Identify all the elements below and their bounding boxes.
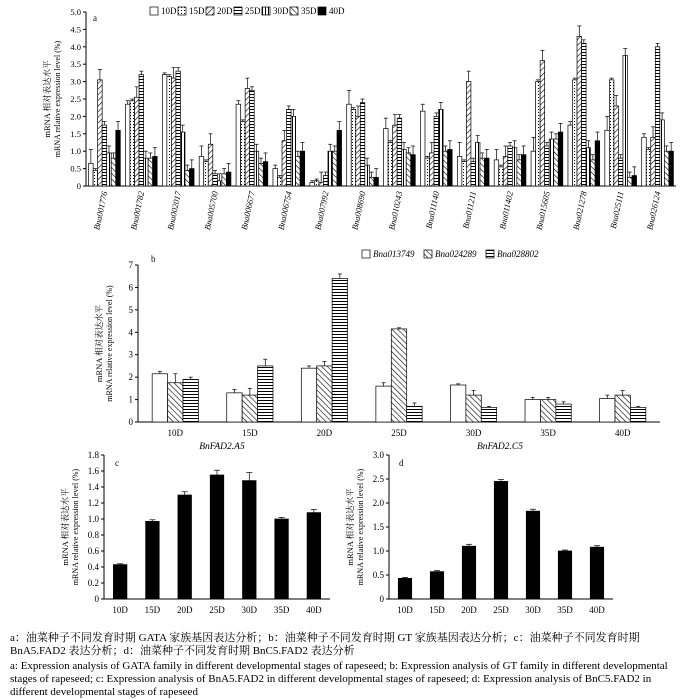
bar [277,177,282,186]
y-tick-label: 1.5 [70,128,81,139]
bar [568,125,573,186]
bar [310,183,315,186]
bar [480,158,485,186]
y-axis-label: mRNA relative expression level (%) [71,468,80,586]
bar [360,102,365,186]
bar [183,379,198,422]
x-tick-label: 35D [273,605,290,615]
y-tick-label: 1.5 [372,522,384,532]
legend-swatch [178,7,186,15]
bar [462,546,475,599]
x-tick-label: Bna002017 [165,190,184,231]
y-tick-label: 0.8 [87,530,99,540]
bar [236,104,241,186]
chart-panel-c [60,442,330,615]
bar [180,132,185,186]
bar [586,148,591,186]
x-tick-label: 15D [242,428,258,438]
bar [572,80,577,186]
bar [540,400,555,422]
bar [317,366,332,422]
chart-panel-a [42,6,676,231]
bar [439,109,444,186]
legend-label: 20D [217,6,233,16]
bar [347,104,352,186]
y-tick-label: 4.5 [70,24,81,35]
x-tick-label: Bna015605 [533,190,552,231]
legend-label: 35D [301,6,317,16]
bar [178,495,192,599]
bar [462,162,467,186]
bar [521,155,526,186]
bar [632,176,637,186]
y-tick-label: 0.5 [70,163,81,174]
panel-letter: b [151,254,156,264]
x-tick-label: Bna006677 [238,190,257,231]
bar [420,111,425,186]
bar [642,137,647,186]
y-tick-label: 3.0 [70,76,81,87]
bar [116,130,121,186]
bar [430,572,443,599]
bar [152,374,167,422]
bar [275,519,289,599]
bar [190,169,195,186]
bar [466,395,481,422]
bar [337,130,342,186]
bar [450,385,465,422]
bar [153,156,158,186]
bar [125,104,130,186]
y-tick-label: 4.0 [70,41,81,52]
bar [393,125,398,186]
bar [664,151,669,186]
bar [614,106,619,186]
bar [369,177,374,186]
bar [376,386,391,422]
bar [651,137,656,186]
bar [365,165,370,186]
bar [443,151,448,186]
bar [605,130,610,186]
x-tick-label: Bna005700 [202,190,221,231]
x-tick-label: Bna008690 [349,190,368,231]
bar [146,521,160,599]
x-tick-label: Bna007992 [312,190,331,231]
bar [508,146,513,186]
legend [150,6,345,16]
legend-label: 30D [273,6,289,16]
y-tick-label: 0.5 [372,570,384,580]
legend-label: 40D [329,6,345,16]
panel-letter: c [115,458,119,468]
bar [226,172,231,186]
x-tick-label: Bna006754 [275,190,294,231]
bar [556,404,571,422]
y-tick-label: 2.0 [372,498,384,508]
bar [577,36,582,186]
x-tick-label: Bna011140 [423,190,442,230]
y-axis-label-zh: mRNA 相对表达水平 [94,304,104,383]
bar [144,158,149,186]
bar [402,149,407,186]
bar [517,160,522,186]
y-tick-label: 1.2 [87,498,99,508]
x-tick-label: 25D [391,428,407,438]
chart-panel-d [345,442,613,615]
bar [332,278,347,422]
bar [388,143,393,187]
legend-label: 15D [189,6,205,16]
bar [328,151,333,186]
y-tick-label: 0 [94,594,99,604]
y-axis-label: mRNA relative expression level (%) [53,40,62,158]
x-tick-label: 25D [493,605,509,615]
x-tick-label: Bna026124 [644,190,663,231]
bar [618,158,623,186]
x-tick-label: 30D [241,605,258,615]
bar [374,177,379,186]
legend-swatch [234,7,242,15]
bar [494,160,499,186]
y-tick-label: 3.0 [372,450,384,460]
bar [615,395,630,422]
y-tick-label: 5.0 [70,7,81,17]
bar [356,116,361,186]
bar [199,156,204,186]
chart-panel-b [94,249,660,438]
y-tick-label: 1.4 [87,482,99,492]
bar [425,158,430,186]
y-tick-label: 1.0 [70,146,81,157]
bar [397,118,402,186]
bar [307,513,321,599]
bar [466,82,471,186]
bar [113,565,127,599]
bar [300,151,305,186]
bar [391,329,406,422]
bar [481,407,496,422]
bar [242,395,257,422]
bar [582,43,587,186]
bar [241,122,246,186]
x-tick-label: Bna025111 [607,190,626,230]
legend-swatch [318,7,326,15]
bar [171,78,176,186]
caption-chinese: a：油菜种子不同发育时期 GATA 家族基因表达分析；b：油菜种子不同发育时期 GT 家族基因表达分析；c：油菜种子不同发育时期 BnA5.FAD2 表达分析；d：油菜种子不同发育时期 BnC5.FAD2 表达分析 [10,632,640,657]
y-tick-label: 2.5 [70,94,81,104]
bar [600,398,615,422]
bar [494,481,507,599]
legend [362,249,539,259]
bar [185,170,190,186]
bar [525,400,540,422]
legend-swatch [262,7,270,15]
bar [213,174,218,186]
bar [222,174,227,186]
bar [475,143,480,187]
bar [407,406,422,422]
bar [351,109,356,186]
bar [655,47,660,186]
bar [660,120,665,186]
x-tick-label: Bna021278 [570,190,589,231]
bar [595,141,600,186]
chart-title: BnFAD2.A5 [199,442,245,452]
bar [540,61,545,186]
y-tick-label: 0 [379,594,384,604]
y-tick-label: 2.0 [70,111,81,122]
y-axis-label: mRNA relative expression level (%) [356,468,365,586]
x-tick-label: 35D [557,605,573,615]
bar [669,151,674,186]
y-axis-label-zh: mRNA 相对表达水平 [60,488,70,566]
y-tick-label: 0 [76,181,81,191]
y-tick-label: 0.4 [87,562,99,572]
x-tick-label: 25D [209,605,225,615]
bar [210,475,224,599]
legend-swatch [486,250,494,258]
y-axis-label: mRNA relative expression level (%) [105,285,114,402]
bar [107,153,112,186]
bar [217,181,222,186]
panel-letter: d [399,458,404,468]
y-tick-label: 6 [128,282,133,293]
bar [250,90,255,186]
bar [526,511,539,599]
x-tick-label: 35D [540,428,556,438]
bar [263,162,268,186]
legend-label: 25D [245,6,261,16]
legend-swatch [362,250,370,258]
bar [167,76,172,186]
bar [227,393,242,422]
bar [168,383,183,422]
bar [623,56,628,187]
bar [130,101,135,186]
bar [135,97,140,186]
y-axis-label-zh: mRNA 相对表达水平 [345,488,355,566]
x-tick-label: 10D [167,428,184,438]
x-tick-label: 20D [316,428,333,438]
x-tick-label: 20D [176,605,193,615]
x-tick-label: Bna010243 [386,190,405,231]
y-tick-label: 1.0 [87,514,99,524]
bar [531,151,536,186]
y-tick-label: 0.6 [87,546,99,556]
bar [102,125,107,186]
bar [646,149,651,186]
legend-swatch [150,7,158,15]
bar [503,156,508,186]
y-tick-label: 4 [128,327,133,338]
bar [332,151,337,186]
bar [512,148,517,186]
bar [259,163,264,186]
y-tick-label: 1.0 [372,546,384,556]
y-tick-label: 1 [128,394,133,405]
bar [434,116,439,186]
bar [471,162,476,186]
bar [545,146,550,186]
y-tick-label: 3 [128,349,133,360]
x-tick-label: 10D [397,605,413,615]
bar [296,156,301,186]
bar [291,116,296,186]
legend-swatch [206,7,214,15]
panel-letter: a [93,13,97,23]
bar [323,176,328,186]
bar [254,151,259,186]
bar [98,80,103,186]
bar [558,132,563,186]
x-tick-label: 10D [112,605,128,615]
bar [590,547,603,599]
bar [314,181,319,186]
bar [301,368,316,422]
legend-label: Bna028802 [497,249,539,259]
x-tick-label: Bna011402 [497,190,516,231]
bar [287,109,292,186]
bar [411,155,416,186]
legend-label: 10D [161,6,177,16]
bar [591,160,596,186]
bar [627,177,632,186]
bar [111,158,116,186]
bar [499,167,504,186]
legend-swatch [290,7,298,15]
x-tick-label: 15D [144,605,161,615]
y-tick-label: 1.6 [87,466,99,476]
bar [282,141,287,186]
bar [93,170,98,186]
x-tick-label: Bna011211 [460,190,479,230]
bar [549,139,554,186]
y-tick-label: 5 [128,304,133,315]
bar [319,183,324,186]
bar [457,156,462,186]
x-tick-label: 40D [614,428,631,438]
bar [398,578,411,599]
bar [89,163,94,186]
x-tick-label: 15D [429,605,445,615]
caption-english: a: Expression analysis of GATA family in different developmental stages of rapeseed; b: Expression analysis of GT family in different developmental stages of rapeseed; c: Expression analysis of BnA5.FAD2 in different developmental stages of rapeseed; d: Expression analysis of BnC5.FAD2 in different developmental stages of rapeseed [10,660,668,698]
y-axis-label-zh: mRNA 相对表达水平 [42,60,52,138]
bar [406,153,411,186]
legend-swatch [424,250,432,258]
x-tick-label: 20D [461,605,477,615]
legend-label: Bna024289 [435,249,477,259]
legend-label: Bna013749 [373,249,415,259]
x-tick-label: 30D [525,605,541,615]
x-tick-label: Bna001782 [128,190,147,231]
bar [204,162,209,186]
bar [536,82,541,186]
y-tick-label: 0.2 [87,578,99,588]
bar [258,366,273,422]
bar [176,71,181,186]
y-tick-label: 7 [128,260,133,270]
bar [485,158,490,186]
x-tick-label: 40D [306,605,322,615]
bar [139,75,144,186]
bar [245,89,250,186]
bar [554,139,559,186]
y-tick-label: 0 [128,417,133,427]
bar [558,551,571,599]
bar [448,149,453,186]
chart-title: BnFAD2.C5 [476,442,524,452]
x-tick-label: 40D [589,605,605,615]
y-tick-label: 2.5 [372,474,384,484]
y-tick-label: 2 [128,372,133,383]
bar [208,144,213,186]
x-tick-label: Bna001776 [91,190,110,231]
bar [609,80,614,186]
y-tick-label: 3.5 [70,59,81,70]
x-tick-label: 30D [465,428,482,438]
bar [243,481,257,599]
bar [162,75,167,186]
bar [384,129,389,186]
y-tick-label: 1.8 [87,450,99,460]
bar [148,158,153,186]
bar [630,407,645,422]
bar [273,169,278,186]
bar [430,153,435,186]
